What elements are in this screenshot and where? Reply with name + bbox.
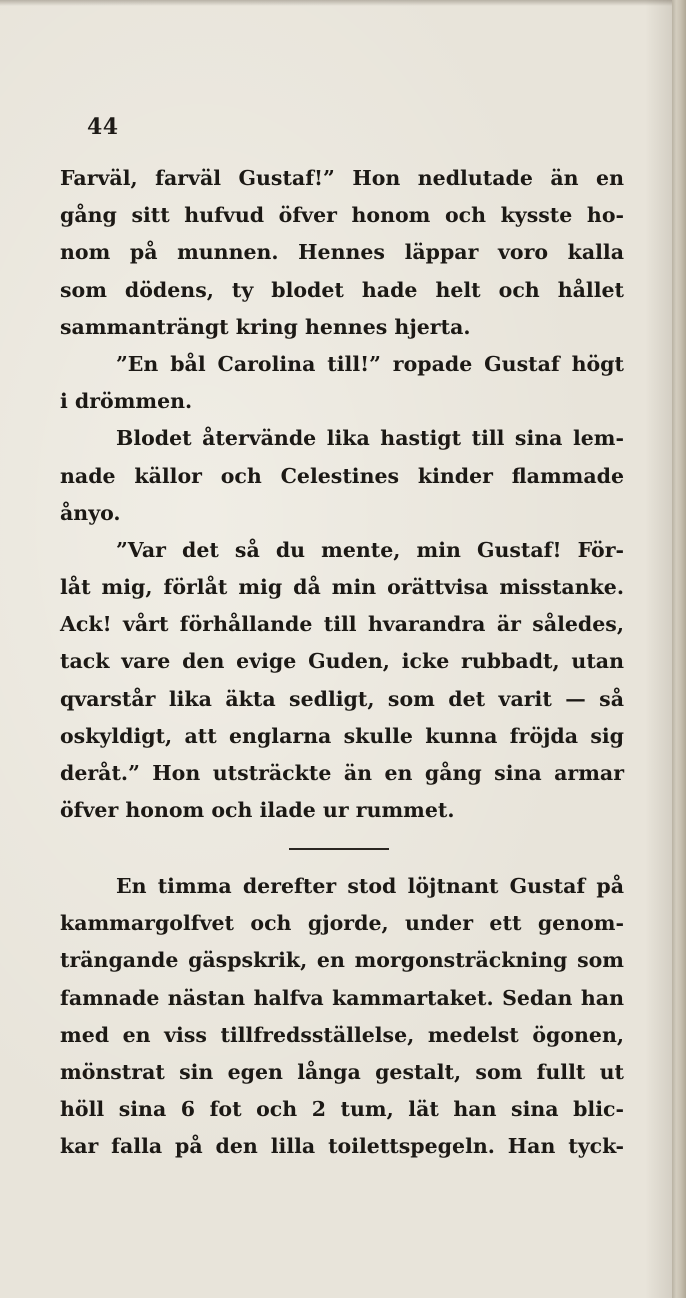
page-number: 44 xyxy=(87,114,119,140)
text-line: nom på munnen. Hennes läppar voro kalla xyxy=(60,240,624,265)
text-line: Blodet återvände lika hastigt till sina lem- xyxy=(116,426,624,451)
page-edge xyxy=(672,0,686,1298)
page-top-shadow xyxy=(0,0,672,6)
text-line: öfver honom och ilade ur rummet. xyxy=(60,798,455,823)
text-line: En timma derefter stod löjtnant Gustaf på xyxy=(116,874,624,898)
text-line: sammanträngt kring hennes hjerta. xyxy=(60,314,471,339)
text-line: qvarstår lika äkta sedligt, som det varit — så xyxy=(60,686,624,711)
text-line: gång sitt hufvud öfver honom och kysste ho- xyxy=(60,203,624,228)
text-line: deråt.” Hon utsträckte än en gång sina armar xyxy=(60,761,624,785)
text-block-2 xyxy=(60,868,624,1166)
section-divider xyxy=(289,848,389,850)
text-line: höll sina 6 fot och 2 tum, lät han sina blic- xyxy=(60,1097,624,1122)
text-line: Farväl, farväl Gustaf!” Hon nedlutade än en xyxy=(60,166,624,190)
text-block-1 xyxy=(60,160,624,829)
text-line: trängande gäspskrik, en morgonsträckning som xyxy=(60,948,624,973)
text-line: nade källor och Celestines kinder flammade xyxy=(60,463,624,488)
text-line: ånyo. xyxy=(60,500,121,525)
text-line: mönstrat sin egen långa gestalt, som fullt ut xyxy=(60,1059,624,1084)
text-line: kar falla på den lilla toilettspegeln. Han tyck- xyxy=(60,1134,624,1159)
text-line: tack vare den evige Guden, icke rubbadt, utan xyxy=(60,649,624,674)
text-line: oskyldigt, att englarna skulle kunna fröjda sig xyxy=(60,723,624,748)
text-line: ”Var det så du mente, min Gustaf! För- xyxy=(116,537,624,562)
text-line: med en viss tillfredsställelse, medelst ögonen, xyxy=(60,1022,624,1047)
text-line: famnade nästan halfva kammartaket. Sedan han xyxy=(60,985,624,1010)
text-line: kammargolfvet och gjorde, under ett genom- xyxy=(60,911,624,936)
text-line: låt mig, förlåt mig då min orättvisa misstanke. xyxy=(60,575,624,600)
text-line: i drömmen. xyxy=(60,389,193,414)
text-line: Ack! vårt förhållande till hvarandra är således, xyxy=(60,612,624,637)
text-line: som dödens, ty blodet hade helt och hållet xyxy=(60,277,624,302)
text-line: ”En bål Carolina till!” ropade Gustaf högt xyxy=(116,351,624,376)
